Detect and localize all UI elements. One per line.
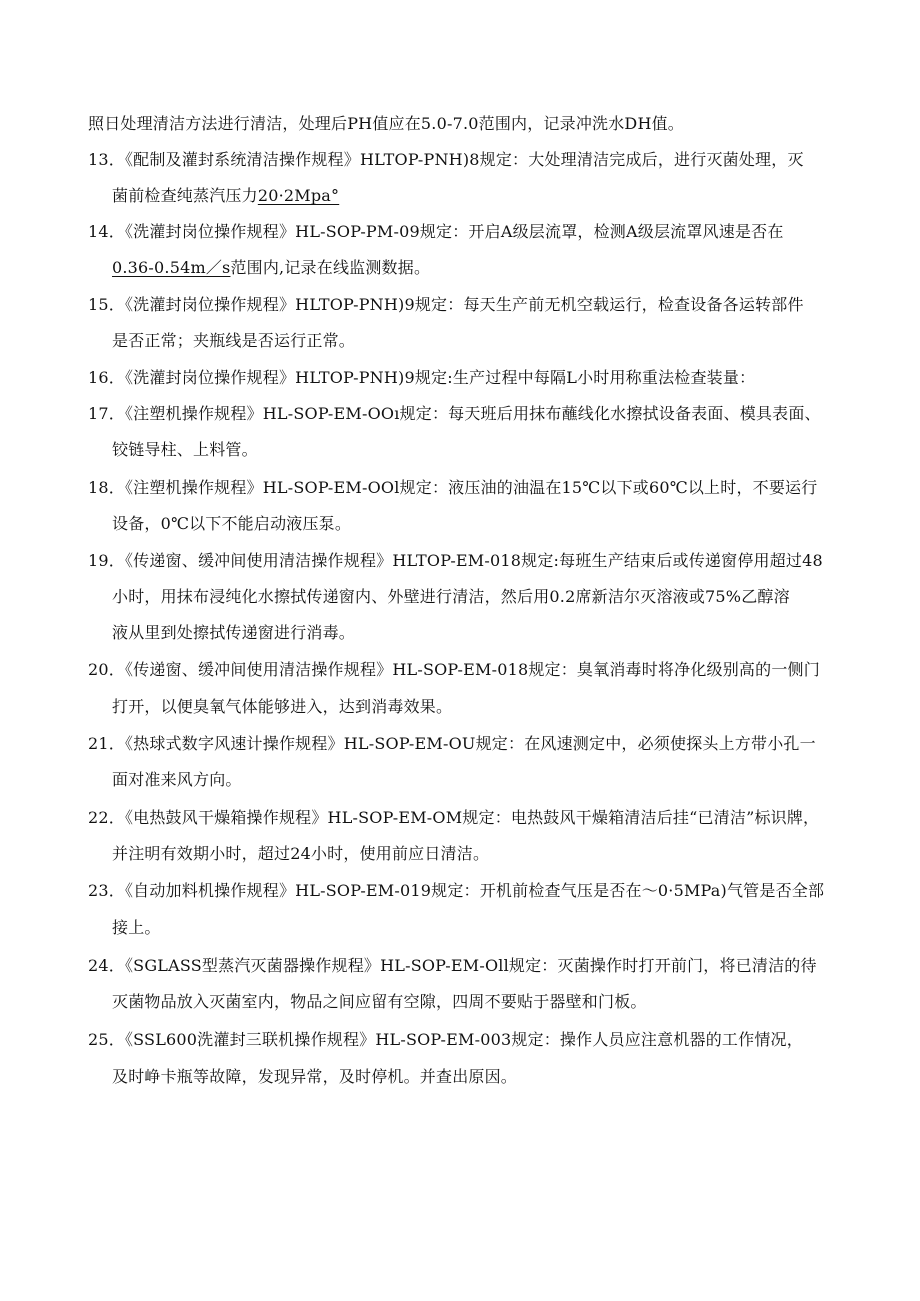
list-item-23: 23．《自动加料机操作规程》HL-SOP-EM-019规定：开机前检查气压是否在～0·5MPa)气管是否全部 (88, 881, 825, 900)
text-line: 打开，以便臭氧气体能够进入，达到消毒效果。 (112, 697, 453, 716)
text-span: 范围内,记录在线监测数据。 (230, 258, 431, 277)
list-item-19: 19．《传递窗、缓冲间使用清洁操作规程》HLTOP-EM-018规定:每班生产结束后或传递窗停用超过48 (88, 551, 823, 570)
list-item-20: 20．《传递窗、缓冲间使用清洁操作规程》HL-SOP-EM-018规定：臭氧消毒时将净化级别高的一侧门 (88, 660, 820, 679)
text-line: 灭菌物品放入灭菌室内，物品之间应留有空隙，四周不要贴于器壁和门板。 (112, 992, 647, 1011)
list-item-25: 25．《SSL600洗灌封三联机操作规程》HL-SOP-EM-003规定：操作人员应注意机器的工作情况， (88, 1030, 803, 1049)
text-line: 并注明有效期小时，超过24小时，使用前应日清洁。 (112, 844, 490, 863)
text-span: 菌前检查纯蒸汽压力 (112, 186, 258, 205)
text-line (112, 186, 339, 206)
list-item-21: 21．《热球式数字风速计操作规程》HL-SOP-EM-OU规定：在风速测定中，必须使探头上方带小孔一 (88, 734, 816, 753)
text-line: 照日处理清洁方法进行清洁，处理后PH值应在5.0-7.0范围内，记录冲洗水DH值。 (88, 114, 684, 133)
text-line: 及时峥卡瓶等故障，发现异常，及时停机。并查出原因。 (112, 1067, 518, 1086)
text-line: 面对准来风方向。 (112, 770, 242, 789)
text-line (112, 258, 430, 278)
list-item-13: 13．《配制及灌封系统清洁操作规程》HLTOP-PNH)8规定：大处理清洁完成后，进行灭菌处理，灭 (88, 150, 804, 169)
text-line: 铰链导柱、上料管。 (112, 440, 258, 459)
list-item-24: 24．《SGLASS型蒸汽灭菌器操作规程》HL-SOP-EM-Oll规定：灭菌操作时打开前门，将已清洁的待 (88, 956, 817, 975)
list-item-22: 22．《电热鼓风干燥箱操作规程》HL-SOP-EM-OM规定：电热鼓风干燥箱清洁后挂“已清洁”标识牌， (88, 808, 820, 827)
text-line: 是否正常；夹瓶线是否运行正常。 (112, 331, 356, 350)
text-line: 设备，0℃以下不能启动液压泵。 (112, 514, 352, 533)
text-line: 小时，用抹布浸纯化水擦拭传递窗内、外壁进行清洁，然后用0.2席新洁尔灭溶液或75%乙醇溶 (112, 587, 790, 606)
text-line: 液从里到处擦拭传递窗进行消毒。 (112, 623, 356, 642)
list-item-17: 17．《注塑机操作规程》HL-SOP-EM-OOı规定：每天班后用抹布蘸线化水擦拭设备表面、模具表面、 (88, 404, 821, 423)
list-item-14: 14．《洗灌封岗位操作规程》HL-SOP-PM-09规定：开启A级层流罩，检测A级层流罩风速是否在 (88, 222, 784, 241)
airspeed-range: 0.36-0.54m／s (112, 258, 231, 277)
list-item-18: 18．《注塑机操作规程》HL-SOP-EM-OOl规定：液压油的油温在15℃以下或60℃以上时，不要运行 (88, 478, 818, 497)
pressure-value: 20·2Mpa° (257, 186, 340, 205)
text-line: 接上。 (112, 918, 161, 937)
list-item-15: 15．《洗灌封岗位操作规程》HLTOP-PNH)9规定：每天生产前无机空载运行，检查设备各运转部件 (88, 295, 804, 314)
list-item-16: 16．《洗灌封岗位操作规程》HLTOP-PNH)9规定:生产过程中每隔L小时用称重法检查装量： (88, 368, 756, 387)
